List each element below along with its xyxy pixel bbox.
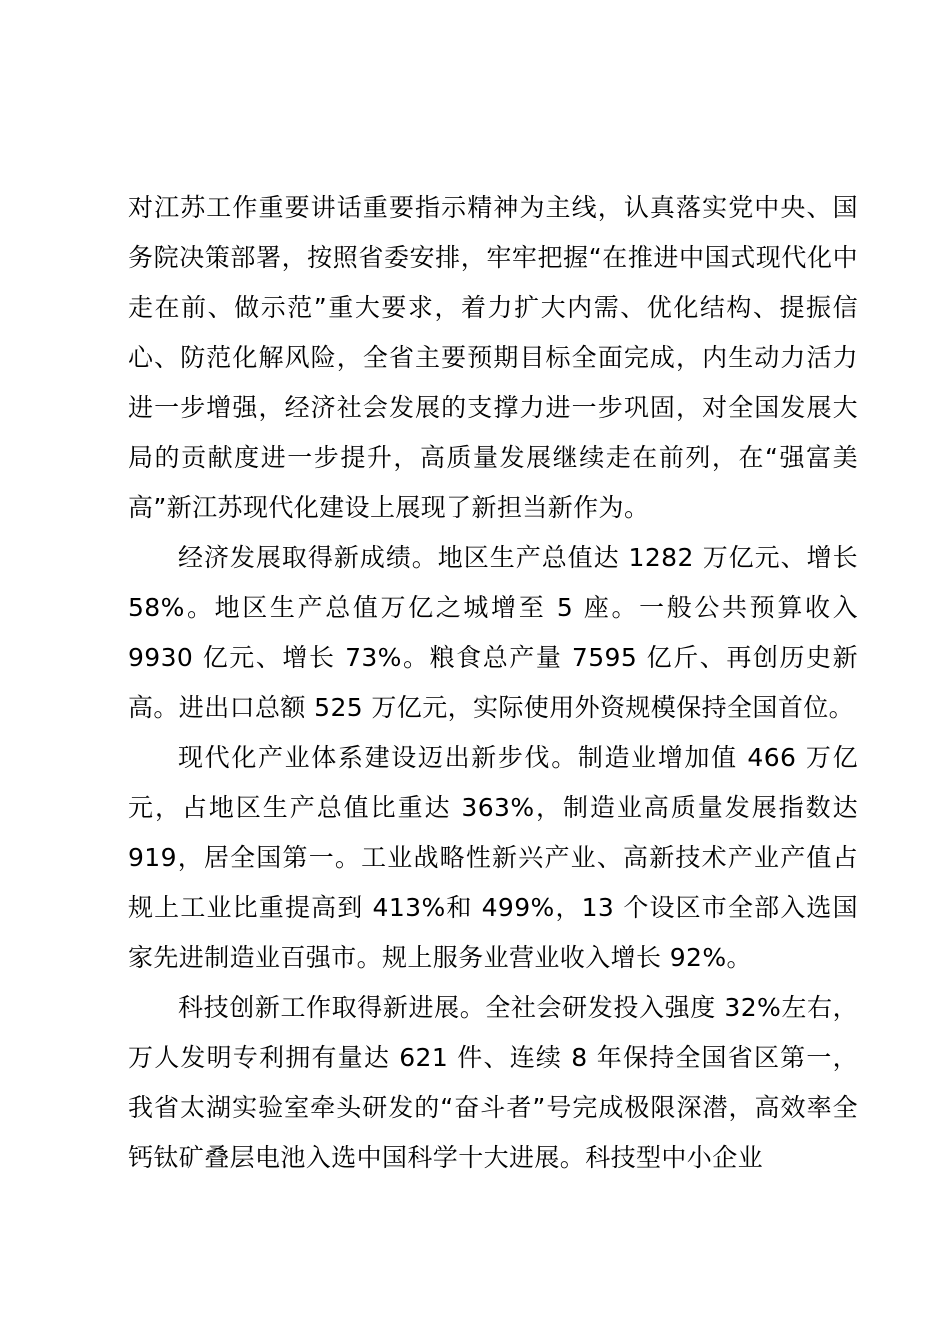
document-body <box>128 183 858 1183</box>
paragraph-1: 对江苏工作重要讲话重要指示精神为主线，认真落实党中央、国务院决策部署，按照省委安排，牢牢把握“在推进中国式现代化中走在前、做示范”重大要求，着力扩大内需、优化结构、提振信心、防范化解风险，全省主要预期目标全面完成，内生动力活力进一步增强，经济社会发展的支撑力进一步巩固，对全国发展大局的贡献度进一步提升，高质量发展继续走在前列，在“强富美高”新江苏现代化建设上展现了新担当新作为。 <box>128 193 858 522</box>
paragraph-4: 科技创新工作取得新进展。全社会研发投入强度 32%左右，万人发明专利拥有量达 621 件、连续 8 年保持全国省区第一，我省太湖实验室牵头研发的“奋斗者”号完成极限深潜，高效率全钙钛矿叠层电池入选中国科学十大进展。科技型中小企业 <box>128 993 858 1172</box>
paragraph-3: 现代化产业体系建设迈出新步伐。制造业增加值 466 万亿元，占地区生产总值比重达 363%，制造业高质量发展指数达 919，居全国第一。工业战略性新兴产业、高新技术产业产值占规上工业比重提高到 413%和 499%，13 个设区市全部入选国家先进制造业百强市。规上服务业营业收入增长 92%。 <box>128 743 858 972</box>
paragraph-2: 经济发展取得新成绩。地区生产总值达 1282 万亿元、增长 58%。地区生产总值万亿之城增至 5 座。一般公共预算收入 9930 亿元、增长 73%。粮食总产量 7595 亿斤、再创历史新高。进出口总额 525 万亿元，实际使用外资规模保持全国首位。 <box>128 543 858 722</box>
